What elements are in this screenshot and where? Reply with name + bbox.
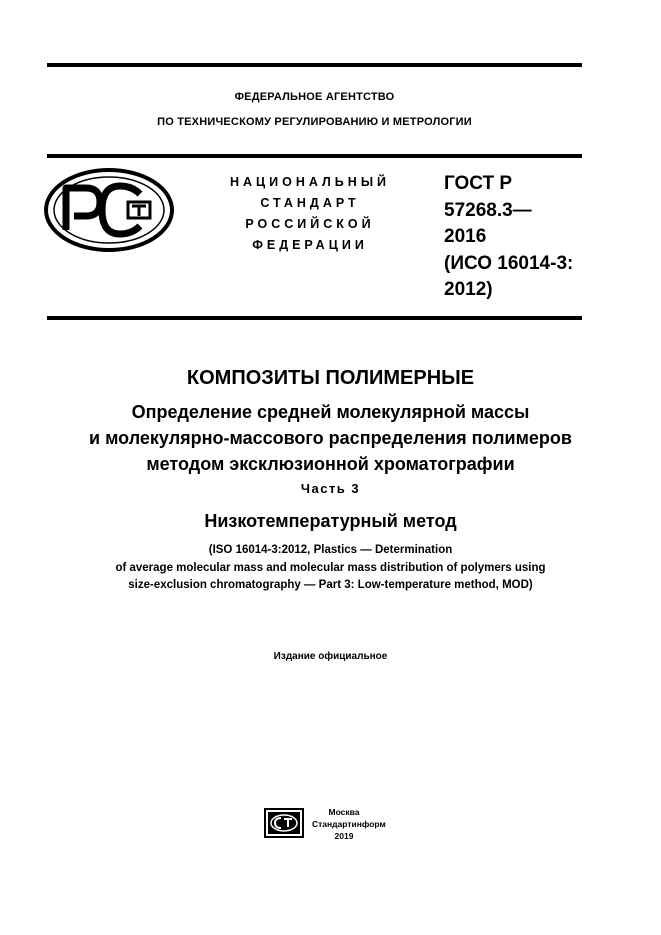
- method-title: Низкотемпературный метод: [204, 511, 457, 531]
- iso-line-1: (ISO 16014-3:2012, Plastics — Determination: [208, 544, 453, 556]
- iso-line-2: of average molecular mass and molecular mass distribution of polymers using: [115, 561, 546, 574]
- standartinform-logo-icon: [264, 808, 304, 838]
- national-line-3: РОССИЙСКОЙ: [245, 217, 375, 231]
- agency-line-2: ПО ТЕХНИЧЕСКОМУ РЕГУЛИРОВАНИЮ И МЕТРОЛОГИИ: [157, 116, 472, 128]
- rst-certification-mark-icon: [44, 168, 174, 252]
- agency-line-1: ФЕДЕРАЛЬНОЕ АГЕНТСТВО: [234, 91, 395, 103]
- main-title: КОМПОЗИТЫ ПОЛИМЕРНЫЕ: [186, 367, 475, 389]
- iso-reference: [20, 542, 641, 595]
- iso-line-3: size-exclusion chromatography — Part 3: Low-temperature method, MOD): [128, 579, 533, 591]
- header-rule: [47, 154, 582, 158]
- gost-line-4: (ИСО 16014-3:: [444, 252, 574, 274]
- gost-line-2: 57268.3—: [444, 199, 532, 221]
- top-rule: [47, 63, 582, 67]
- national-standard-label: [210, 172, 410, 256]
- publisher-year: 2019: [334, 831, 354, 841]
- national-line-2: СТАНДАРТ: [260, 196, 360, 210]
- national-line-4: ФЕДЕРАЦИИ: [252, 238, 368, 252]
- national-line-1: НАЦИОНАЛЬНЫЙ: [229, 175, 391, 189]
- part-label: Часть 3: [300, 481, 361, 496]
- gost-line-5: 2012): [444, 279, 493, 300]
- subtitle-line-2: и молекулярно-массового распределения полимеров: [89, 428, 572, 448]
- subtitle-line-1: Определение средней молекулярной массы: [131, 402, 530, 422]
- gost-line-3: 2016: [444, 226, 487, 247]
- edition-label: Издание официальное: [273, 651, 388, 662]
- title-rule: [47, 316, 582, 320]
- subtitle-line-3: методом эксклюзионной хроматографии: [146, 454, 515, 474]
- publisher-info: [312, 806, 386, 842]
- gost-designation: [444, 171, 594, 304]
- publisher-name: Стандартинформ: [312, 819, 386, 829]
- publisher-city: Москва: [328, 807, 360, 817]
- gost-line-1: ГОСТ Р: [444, 173, 513, 194]
- subtitle: [20, 399, 641, 477]
